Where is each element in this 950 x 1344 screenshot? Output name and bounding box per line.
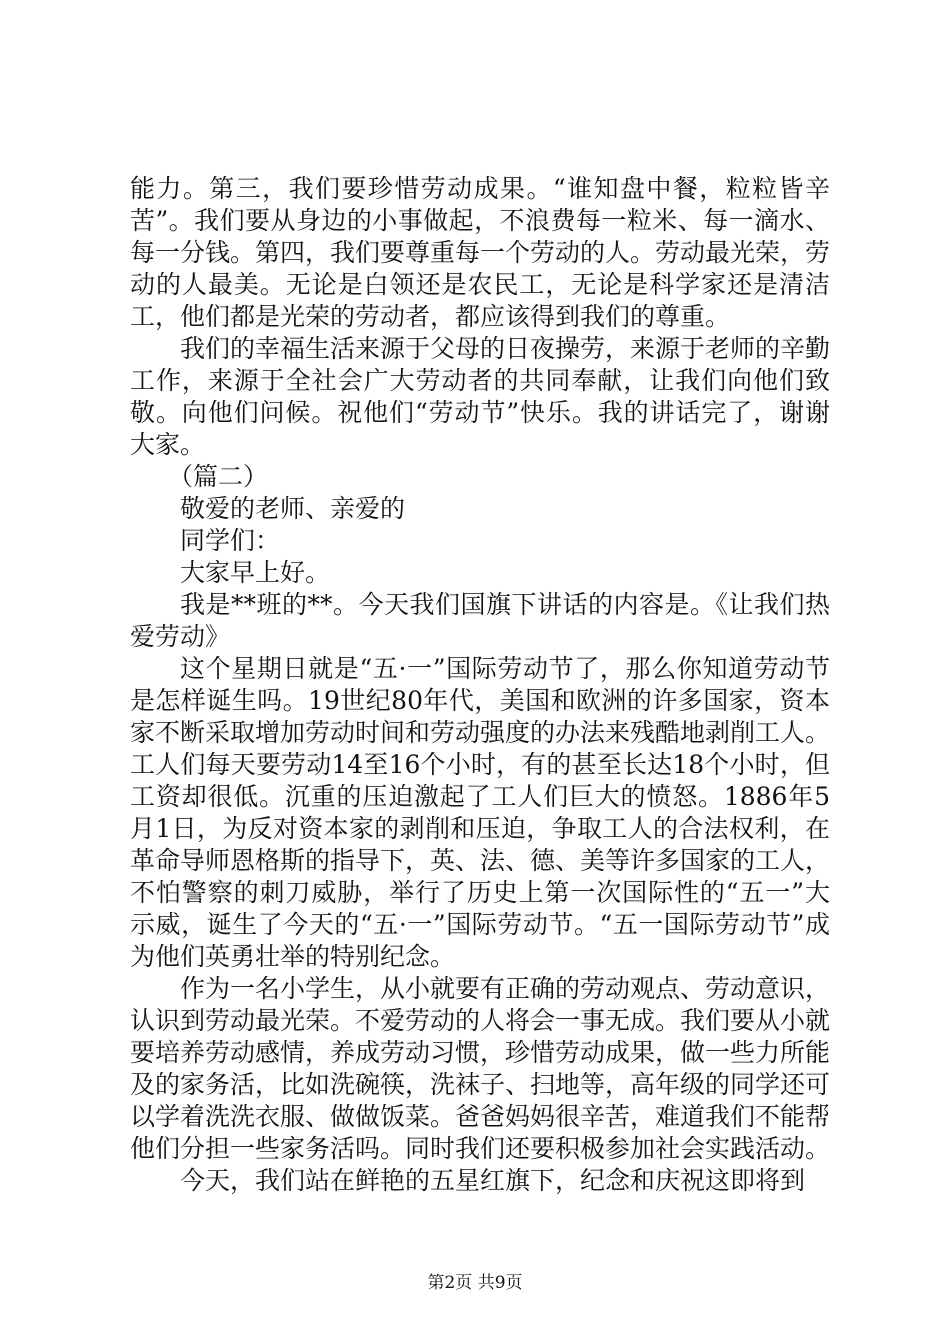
page-footer: 第2页 共9页: [427, 1273, 523, 1293]
salutation-line-1: 敬爱的老师、亲爱的: [180, 494, 406, 523]
paragraph-continuation: 能力。第三，我们要珍惜劳动成果。“谁知盘中餐，粒粒皆辛苦”。我们要从身边的小事做起，不浪费每一粒米、每一滴水、每一分钱。第四，我们要尊重每一个劳动的人。劳动最光荣，劳动的人最美。无论是白领还是农民工，无论是科学家还是清洁工，他们都是光荣的劳动者，都应该得到我们的尊重。: [130, 174, 831, 331]
paragraph-today: 今天，我们站在鲜艳的五星红旗下，纪念和庆祝这即将到: [180, 1166, 806, 1195]
paragraph-history: 这个星期日就是“五·一”国际劳动节了，那么你知道劳动节是怎样诞生吗。19世纪80年代，美国和欧洲的许多国家，资本家不断采取增加劳动时间和劳动强度的办法来残酷地剥削工人。工人们每天要劳动14至16个小时，有的甚至长达18个小时，但工资却很低。沉重的压迫激起了工人们巨大的愤怒。1886年5月1日，为反对资本家的剥削和压迫，争取工人的合法权利，在革命导师恩格斯的指导下，英、法、德、美等许多国家的工人，不怕警察的刺刀威胁，举行了历史上第一次国际性的“五一”大示威，诞生了今天的“五·一”国际劳动节。“五一国际劳动节”成为他们英勇壮举的特别纪念。: [130, 654, 831, 971]
document-body: [130, 173, 830, 1197]
paragraph-closing: 我们的幸福生活来源于父母的日夜操劳，来源于老师的辛勤工作，来源于全社会广大劳动者的共同奉献，让我们向他们致敬。向他们问候。祝他们“劳动节”快乐。我的讲话完了，谢谢大家。: [130, 334, 831, 459]
greeting-line: 大家早上好。: [180, 558, 331, 587]
paragraph-introduction: 我是**班的**。今天我们国旗下讲话的内容是。《让我们热爱劳动》: [130, 590, 830, 651]
section-title: （篇二）: [168, 462, 269, 491]
paragraph-student-duty: 作为一名小学生，从小就要有正确的劳动观点、劳动意识，认识到劳动最光荣。不爱劳动的人将会一事无成。我们要从小就要培养劳动感情，养成劳动习惯，珍惜劳动成果，做一些力所能及的家务活，比如洗碗筷，洗袜子、扫地等，高年级的同学还可以学着洗洗衣服、做做饭菜。爸爸妈妈很辛苦，难道我们不能帮他们分担一些家务活吗。同时我们还要积极参加社会实践活动。: [130, 974, 831, 1163]
salutation-line-2: 同学们：: [180, 526, 281, 555]
